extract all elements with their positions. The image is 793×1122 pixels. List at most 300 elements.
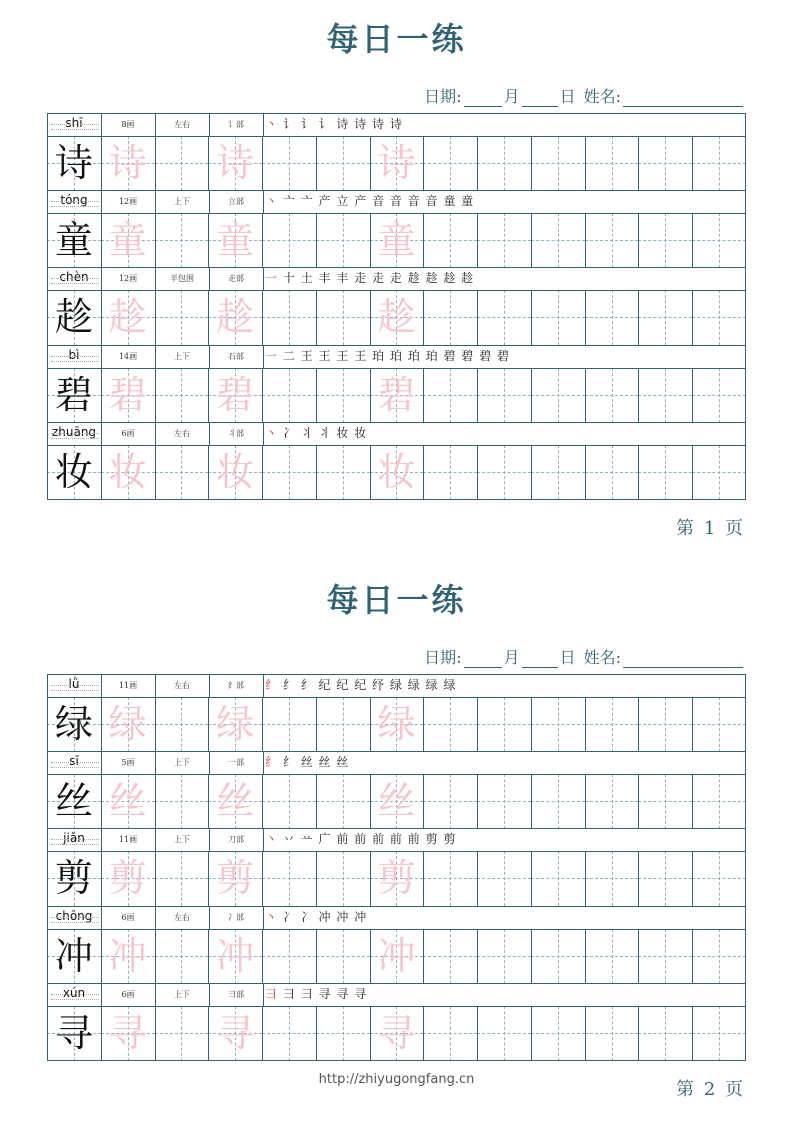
guide-line	[612, 929, 613, 984]
cell-divider	[423, 774, 424, 829]
stroke-step: 绿	[443, 678, 457, 692]
writing-boxes	[47, 136, 746, 191]
writing-box[interactable]	[477, 929, 531, 984]
writing-box[interactable]	[101, 697, 155, 752]
writing-box[interactable]	[101, 368, 155, 423]
cell-divider	[585, 851, 586, 906]
guide-line	[450, 851, 451, 906]
writing-box[interactable]	[262, 697, 316, 752]
pinyin: xún	[62, 985, 86, 1000]
writing-box[interactable]	[423, 445, 477, 500]
cell-divider	[209, 751, 210, 774]
pinyin-guide	[51, 922, 99, 923]
guide-line	[558, 136, 559, 191]
writing-box[interactable]	[531, 213, 585, 268]
cell-divider	[262, 1006, 263, 1061]
writing-box[interactable]	[316, 774, 370, 829]
cell-divider	[209, 674, 210, 697]
trace-character: 冲	[377, 933, 416, 978]
day-blank[interactable]	[522, 88, 558, 107]
stroke-step: 冫	[300, 909, 314, 924]
pinyin: chōng	[55, 908, 93, 923]
writing-box[interactable]	[423, 929, 477, 984]
writing-box[interactable]	[370, 929, 424, 984]
stroke-step: 纪	[336, 678, 350, 692]
writing-box[interactable]	[155, 136, 209, 191]
trace-character: 诗	[377, 141, 416, 185]
character-row	[47, 674, 746, 752]
cell-divider	[531, 697, 532, 752]
guide-line	[181, 445, 182, 500]
writing-box[interactable]	[262, 774, 316, 829]
writing-box[interactable]	[692, 851, 746, 906]
writing-box[interactable]	[638, 136, 692, 191]
stroke-step: 产	[354, 194, 368, 209]
cell-divider	[692, 290, 693, 345]
writing-box[interactable]	[155, 851, 209, 906]
writing-box[interactable]	[531, 136, 585, 191]
cell-divider	[101, 290, 102, 345]
stroke-step: 丰	[336, 271, 350, 286]
writing-box[interactable]	[423, 213, 477, 268]
writing-box[interactable]	[477, 213, 531, 268]
cell-divider	[155, 213, 156, 268]
writing-box[interactable]	[47, 368, 101, 423]
stroke-step: 走	[354, 271, 368, 286]
writing-box[interactable]	[638, 290, 692, 345]
model-character: 丝	[54, 779, 93, 824]
cell-divider	[370, 929, 371, 984]
stroke-step: 前	[389, 832, 403, 847]
writing-box[interactable]	[262, 136, 316, 191]
writing-box[interactable]	[101, 1006, 155, 1061]
writing-box[interactable]	[47, 697, 101, 752]
structure: 左右	[174, 120, 190, 129]
cell-divider	[101, 929, 102, 984]
cell-divider	[155, 674, 156, 697]
structure: 上下	[174, 197, 190, 207]
cell-divider	[477, 774, 478, 829]
stroke-step: 趁	[407, 271, 421, 286]
trace-character: 寻	[377, 1010, 416, 1055]
pinyin-guide	[51, 844, 99, 845]
trace-character: 妆	[216, 449, 255, 494]
writing-box[interactable]	[155, 1006, 209, 1061]
stroke-step: 讠	[318, 117, 332, 131]
writing-box[interactable]	[531, 929, 585, 984]
guide-line	[450, 1006, 451, 1061]
writing-box[interactable]	[101, 445, 155, 500]
writing-box[interactable]	[423, 697, 477, 752]
writing-box[interactable]	[692, 368, 746, 423]
trace-character: 趁	[377, 295, 416, 340]
writing-box[interactable]	[423, 1006, 477, 1061]
name-blank[interactable]	[623, 88, 743, 107]
writing-box[interactable]	[316, 136, 370, 191]
writing-box[interactable]	[208, 774, 262, 829]
writing-box[interactable]	[155, 697, 209, 752]
writing-box[interactable]	[692, 929, 746, 984]
writing-box[interactable]	[101, 851, 155, 906]
writing-box[interactable]	[370, 213, 424, 268]
writing-box[interactable]	[370, 368, 424, 423]
row-line	[47, 828, 746, 829]
pinyin-guide	[51, 994, 99, 995]
info-strip	[47, 983, 746, 1006]
row-line	[47, 751, 746, 752]
trace-character: 诗	[108, 141, 147, 185]
character-row	[47, 267, 746, 345]
structure: 左右	[174, 428, 190, 438]
stroke-step: 王	[354, 348, 368, 363]
cell-divider	[370, 851, 371, 906]
writing-box[interactable]	[208, 1006, 262, 1061]
writing-box[interactable]	[531, 445, 585, 500]
writing-box[interactable]	[477, 697, 531, 752]
writing-box[interactable]	[638, 1006, 692, 1061]
cell-divider	[316, 929, 317, 984]
writing-box[interactable]	[585, 368, 639, 423]
guide-line	[450, 445, 451, 500]
writing-box[interactable]	[155, 290, 209, 345]
stroke-step: 丶	[265, 425, 279, 440]
stroke-step: 丶	[265, 117, 279, 131]
writing-box[interactable]	[531, 290, 585, 345]
trace-character: 趁	[216, 295, 255, 340]
cell-divider	[585, 774, 586, 829]
guide-line	[719, 290, 720, 345]
writing-box[interactable]	[262, 929, 316, 984]
writing-box[interactable]	[101, 213, 155, 268]
cell-divider	[209, 422, 210, 445]
trace-character: 丝	[216, 779, 255, 824]
stroke-step: 诗	[389, 117, 403, 131]
cell-divider	[155, 983, 156, 1006]
guide-line	[289, 929, 290, 984]
cell-divider	[477, 136, 478, 191]
writing-box[interactable]	[262, 851, 316, 906]
cell-divider	[263, 906, 264, 929]
writing-box[interactable]	[262, 368, 316, 423]
writing-box[interactable]	[47, 1006, 101, 1061]
guide-line	[504, 136, 505, 191]
guide-line	[504, 290, 505, 345]
cell-divider	[263, 345, 264, 368]
cell-divider	[316, 290, 317, 345]
guide-line	[665, 290, 666, 345]
trace-character: 绿	[377, 702, 416, 746]
writing-box[interactable]	[47, 213, 101, 268]
guide-line	[665, 368, 666, 423]
row-line	[47, 290, 746, 291]
stroke-step: 珀	[425, 348, 439, 363]
guide-line	[450, 290, 451, 345]
writing-box[interactable]	[585, 136, 639, 191]
cell-divider	[370, 697, 371, 752]
cell-divider	[692, 1006, 693, 1061]
writing-box[interactable]	[638, 697, 692, 752]
writing-box[interactable]	[531, 774, 585, 829]
writing-box[interactable]	[316, 213, 370, 268]
stroke-step: 前	[336, 832, 350, 847]
writing-box[interactable]	[531, 851, 585, 906]
writing-box[interactable]	[585, 929, 639, 984]
guide-line	[289, 136, 290, 191]
writing-box[interactable]	[585, 774, 639, 829]
guide-line	[504, 213, 505, 268]
trace-character: 丝	[108, 779, 147, 824]
cell-divider	[209, 113, 210, 136]
writing-box[interactable]	[477, 1006, 531, 1061]
stroke-step: 一	[265, 271, 279, 286]
writing-box[interactable]	[477, 851, 531, 906]
writing-box[interactable]	[638, 368, 692, 423]
pinyin: shī	[65, 116, 83, 130]
cell-divider	[155, 368, 156, 423]
cell-divider	[692, 213, 693, 268]
writing-box[interactable]	[208, 445, 262, 500]
writing-box[interactable]	[262, 445, 316, 500]
pinyin-guide	[51, 685, 99, 686]
writing-box[interactable]	[370, 774, 424, 829]
writing-box[interactable]	[208, 368, 262, 423]
month-blank[interactable]	[464, 88, 502, 107]
date-name-line	[424, 645, 745, 668]
writing-box[interactable]	[692, 774, 746, 829]
writing-box[interactable]	[477, 290, 531, 345]
writing-box[interactable]	[208, 136, 262, 191]
cell-divider	[101, 983, 102, 1006]
name-label: 姓名:	[583, 87, 621, 106]
writing-box[interactable]	[316, 851, 370, 906]
writing-box[interactable]	[370, 697, 424, 752]
stroke-step: 丶	[265, 909, 279, 924]
writing-box[interactable]	[155, 445, 209, 500]
stroke-step: 立	[336, 194, 350, 209]
stroke-step: 产	[318, 194, 332, 209]
stroke-step: 剪	[443, 832, 457, 847]
trace-character: 剪	[216, 856, 255, 901]
info-strip	[47, 751, 746, 774]
row-line	[47, 929, 746, 930]
guide-line	[343, 290, 344, 345]
cell-divider	[101, 1006, 102, 1061]
row-line	[47, 697, 746, 698]
writing-box[interactable]	[101, 290, 155, 345]
trace-character: 绿	[216, 702, 255, 746]
cell-divider	[155, 751, 156, 774]
month-blank[interactable]	[464, 649, 502, 668]
writing-box[interactable]	[531, 1006, 585, 1061]
guide-line	[612, 213, 613, 268]
writing-box[interactable]	[155, 774, 209, 829]
guide-line	[558, 697, 559, 752]
guide-line	[289, 445, 290, 500]
writing-box[interactable]	[692, 445, 746, 500]
info-strip	[47, 113, 746, 136]
structure: 上下	[174, 835, 190, 845]
stroke-step: 诗	[372, 117, 386, 131]
writing-box[interactable]	[423, 774, 477, 829]
pinyin-guide	[51, 762, 99, 763]
stroke-step: 寻	[336, 986, 350, 1001]
stroke-count: 6画	[121, 428, 135, 438]
writing-box[interactable]	[316, 697, 370, 752]
writing-box[interactable]	[585, 213, 639, 268]
writing-box[interactable]	[585, 290, 639, 345]
writing-box[interactable]	[262, 290, 316, 345]
name-blank[interactable]	[623, 649, 743, 668]
writing-box[interactable]	[423, 851, 477, 906]
name-label: 姓名:	[583, 648, 621, 667]
writing-box[interactable]	[692, 290, 746, 345]
footer-url[interactable]: http://zhiyugongfang.cn	[318, 1072, 475, 1087]
writing-box[interactable]	[47, 445, 101, 500]
writing-box[interactable]	[316, 929, 370, 984]
radical: 走部	[228, 274, 244, 284]
radical: 刀部	[228, 835, 244, 845]
cell-divider	[262, 290, 263, 345]
guide-line	[719, 1006, 720, 1061]
writing-box[interactable]	[477, 136, 531, 191]
writing-box[interactable]	[638, 445, 692, 500]
writing-box[interactable]	[155, 213, 209, 268]
writing-box[interactable]	[531, 368, 585, 423]
writing-box[interactable]	[477, 445, 531, 500]
row-line	[47, 983, 746, 984]
stroke-step: 冲	[336, 909, 350, 924]
date-name-line	[424, 84, 745, 107]
pinyin: chèn	[59, 270, 89, 285]
stroke-order	[265, 753, 349, 770]
writing-box[interactable]	[477, 368, 531, 423]
cell-divider	[531, 774, 532, 829]
cell-divider	[101, 751, 102, 774]
info-strip	[47, 267, 746, 290]
stroke-count: 12画	[118, 197, 138, 207]
writing-box[interactable]	[316, 368, 370, 423]
writing-box[interactable]	[585, 851, 639, 906]
trace-character: 童	[377, 218, 416, 263]
stroke-step: 丝	[336, 755, 350, 770]
writing-box[interactable]	[101, 136, 155, 191]
stroke-step: 丶	[265, 194, 279, 209]
stroke-step: 趁	[425, 271, 439, 286]
writing-box[interactable]	[370, 1006, 424, 1061]
trace-character: 碧	[377, 372, 416, 417]
writing-box[interactable]	[531, 697, 585, 752]
writing-box[interactable]	[585, 1006, 639, 1061]
writing-box[interactable]	[316, 1006, 370, 1061]
cell-divider	[101, 267, 102, 290]
writing-box[interactable]	[101, 929, 155, 984]
writing-box[interactable]	[155, 368, 209, 423]
writing-box[interactable]	[208, 851, 262, 906]
writing-box[interactable]	[370, 445, 424, 500]
writing-box[interactable]	[477, 774, 531, 829]
cell-divider	[477, 213, 478, 268]
writing-box[interactable]	[692, 697, 746, 752]
guide-line	[343, 774, 344, 829]
cell-divider	[155, 113, 156, 136]
writing-box[interactable]	[47, 851, 101, 906]
day-blank[interactable]	[522, 649, 558, 668]
writing-box[interactable]	[208, 929, 262, 984]
stroke-step: 音	[425, 194, 439, 209]
writing-box[interactable]	[638, 213, 692, 268]
guide-line	[289, 368, 290, 423]
guide-line	[558, 290, 559, 345]
cell-divider	[263, 190, 264, 213]
writing-boxes	[47, 213, 746, 268]
writing-box[interactable]	[692, 213, 746, 268]
trace-character: 剪	[108, 856, 147, 901]
guide-line	[719, 774, 720, 829]
guide-line	[558, 1006, 559, 1061]
writing-box[interactable]	[638, 929, 692, 984]
writing-box[interactable]	[692, 136, 746, 191]
writing-box[interactable]	[370, 136, 424, 191]
writing-box[interactable]	[585, 445, 639, 500]
writing-box[interactable]	[47, 929, 101, 984]
radical: 冫部	[228, 912, 244, 922]
guide-line	[612, 136, 613, 191]
writing-box[interactable]	[692, 1006, 746, 1061]
writing-box[interactable]	[316, 445, 370, 500]
writing-box[interactable]	[208, 697, 262, 752]
writing-box[interactable]	[585, 697, 639, 752]
writing-box[interactable]	[262, 213, 316, 268]
row-line	[47, 136, 746, 137]
cell-divider	[370, 368, 371, 423]
writing-box[interactable]	[316, 290, 370, 345]
stroke-step: 绿	[425, 678, 439, 692]
writing-box[interactable]	[208, 290, 262, 345]
trace-character: 冲	[108, 933, 147, 978]
stroke-step: 纟	[265, 678, 279, 692]
writing-box[interactable]	[155, 929, 209, 984]
writing-box[interactable]	[638, 851, 692, 906]
writing-box[interactable]	[101, 774, 155, 829]
stroke-step: 土	[300, 271, 314, 286]
page-title: 每日一练	[326, 581, 467, 619]
writing-box[interactable]	[423, 368, 477, 423]
cell-divider	[692, 136, 693, 191]
writing-box[interactable]	[47, 136, 101, 191]
guide-line	[719, 368, 720, 423]
writing-box[interactable]	[423, 290, 477, 345]
writing-box[interactable]	[262, 1006, 316, 1061]
guide-line	[504, 774, 505, 829]
stroke-count: 11画	[118, 835, 138, 845]
writing-box[interactable]	[370, 851, 424, 906]
stroke-step: 纟	[265, 755, 279, 770]
writing-box[interactable]	[638, 774, 692, 829]
writing-box[interactable]	[208, 213, 262, 268]
writing-box[interactable]	[370, 290, 424, 345]
writing-box[interactable]	[423, 136, 477, 191]
writing-box[interactable]	[47, 290, 101, 345]
guide-line	[665, 774, 666, 829]
guide-line	[343, 445, 344, 500]
stroke-step: 王	[336, 348, 350, 363]
cell-divider	[316, 368, 317, 423]
guide-line	[665, 851, 666, 906]
cell-divider	[370, 445, 371, 500]
writing-box[interactable]	[47, 774, 101, 829]
guide-line	[558, 774, 559, 829]
cell-divider	[477, 929, 478, 984]
